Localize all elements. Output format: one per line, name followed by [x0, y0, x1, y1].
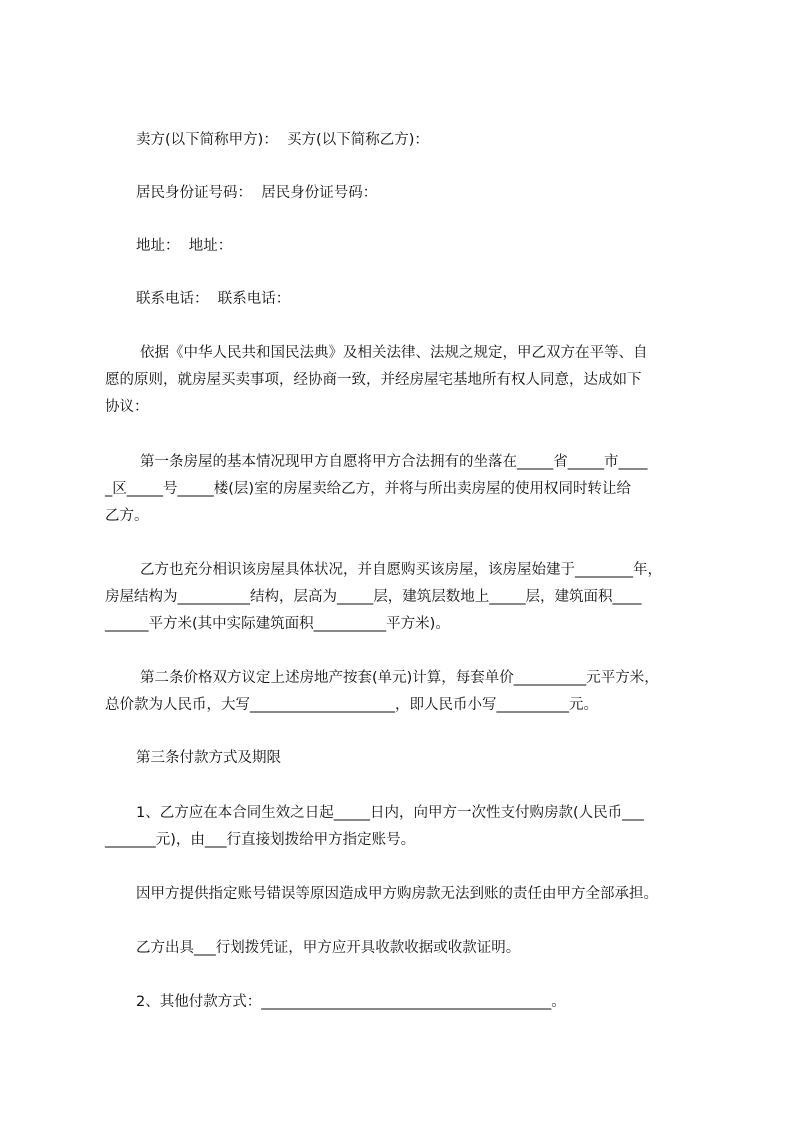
article3-p3: 乙方出具___行划拨凭证，甲方应开具收款收据或收款证明。 — [136, 940, 521, 956]
article1-line-3: 乙方。 — [105, 508, 149, 524]
intro-line-1: 依据《中华人民共和国民法典》及相关法律、法规之规定，甲乙双方在平等、自 — [140, 345, 648, 361]
article1-line-2: _区_____号_____楼(层)室的房屋卖给乙方，并将与所出卖房屋的使用权同时转让给 — [105, 481, 632, 497]
article3-p1-line-2: _______元)，由___行直接划拨给甲方指定账号。 — [105, 832, 416, 848]
id-number-line: 居民身份证号码： 居民身份证号码： — [136, 185, 378, 201]
article1b-line-2: 房屋结构为__________结构，层高为_____层，建筑层数地上_____层，建筑面积____ — [105, 589, 642, 605]
intro-line-3: 协议： — [105, 399, 149, 415]
phone-line: 联系电话： 联系电话： — [136, 291, 291, 307]
article2-line-1: 第二条价格双方议定上述房地产按套(单元)计算，每套单价__________元平方米， — [140, 670, 659, 686]
seller-buyer-line: 卖方(以下简称甲方)： 买方(以下简称乙方)： — [136, 132, 429, 148]
article1b-line-3: ______平方米(其中实际建筑面积__________平方米)。 — [105, 616, 450, 632]
article3-p2: 因甲方提供指定账号错误等原因造成甲方购房款无法到账的责任由甲方全部承担。 — [136, 886, 658, 902]
article1b-line-1: 乙方也充分相识该房屋具体状况，并自愿购买该房屋，该房屋始建于________年， — [140, 562, 662, 578]
article2-line-2: 总价款为人民币，大写____________________，即人民币小写__________元。 — [105, 697, 598, 713]
article3-title: 第三条付款方式及期限 — [136, 750, 281, 766]
address-line: 地址： 地址： — [136, 238, 233, 254]
article3-p4: 2、其他付款方式：________________________________________。 — [136, 994, 566, 1010]
article3-p1-line-1: 1、乙方应在本合同生效之日起_____日内，向甲方一次性支付购房款(人民币___ — [136, 805, 644, 821]
intro-line-2: 愿的原则，就房屋买卖事项，经协商一致，并经房屋宅基地所有权人同意，达成如下 — [105, 372, 642, 388]
article1-line-1: 第一条房屋的基本情况现甲方自愿将甲方合法拥有的坐落在_____省_____市____ — [140, 454, 648, 470]
